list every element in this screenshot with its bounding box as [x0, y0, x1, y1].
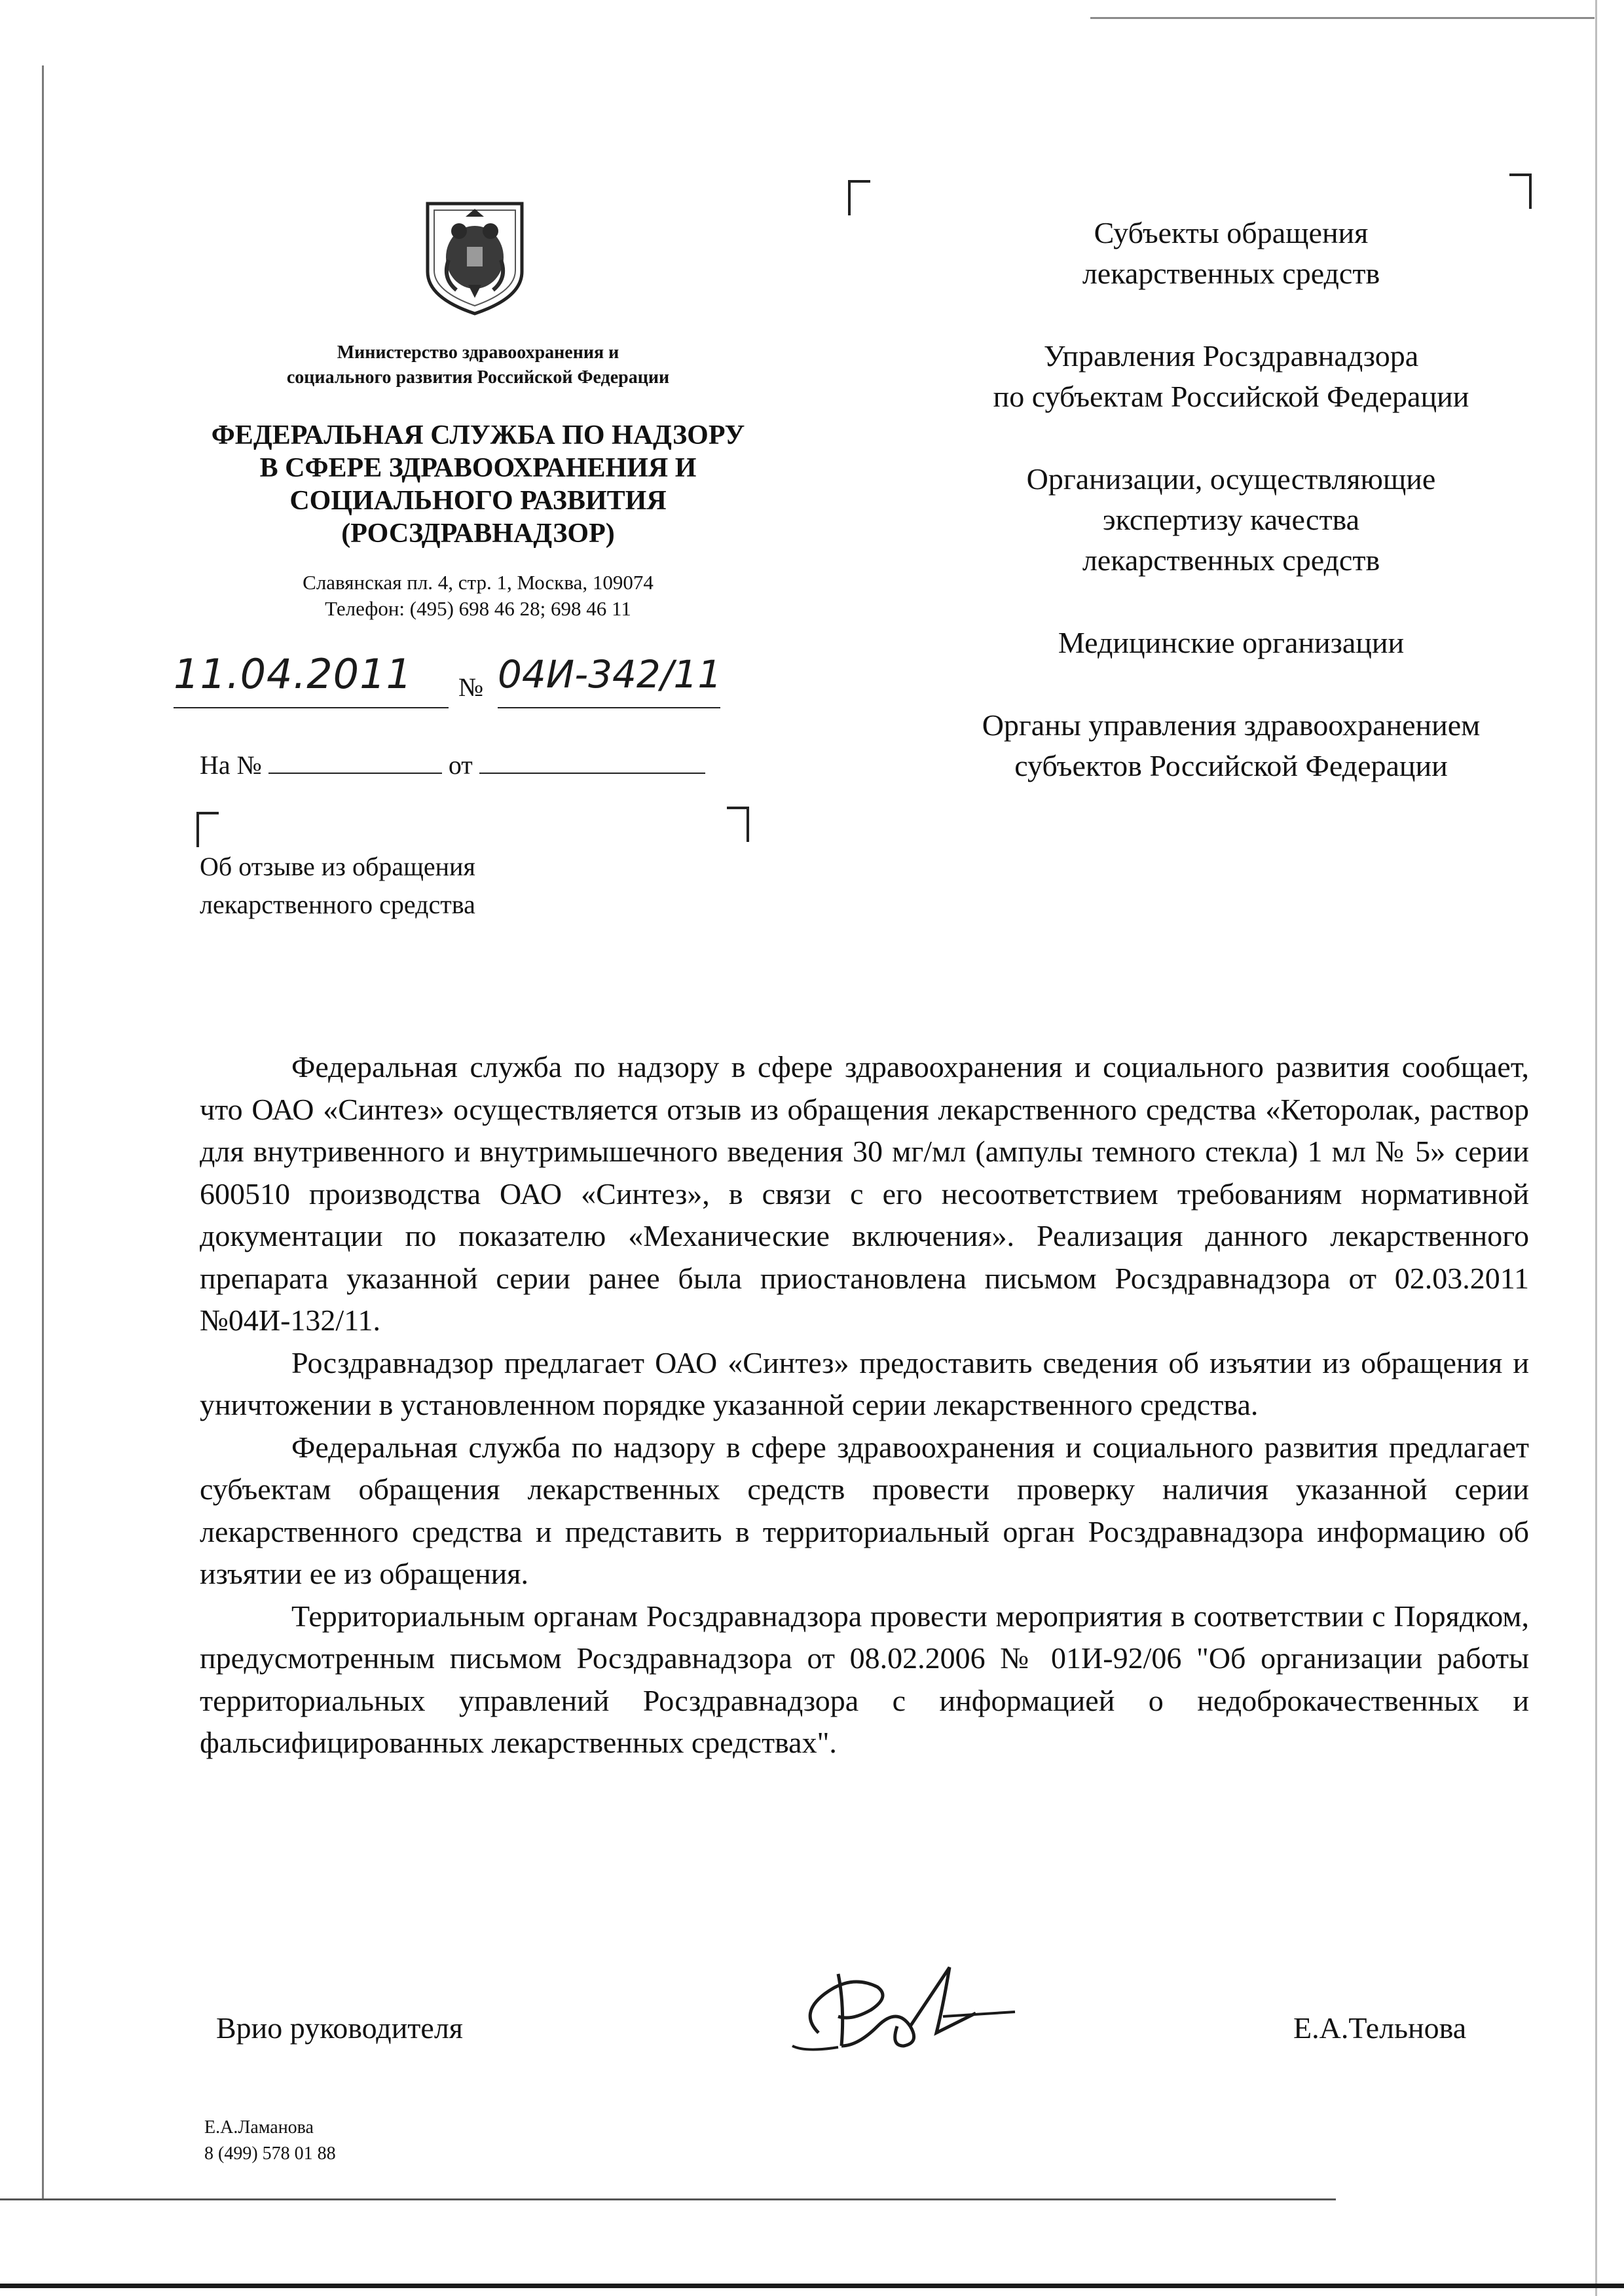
signatory-name: Е.А.Тельнова — [1293, 2011, 1467, 2045]
service-line: СОЦИАЛЬНОГО РАЗВИТИЯ — [289, 486, 667, 516]
coat-of-arms-icon — [422, 200, 527, 318]
registration-number-underline — [498, 707, 720, 708]
addressee-group — [904, 336, 1559, 417]
body-paragraph: Федеральная служба по надзору в сфере здравоохранения и социального развития предлагает субъектам обращения лекарственных средств провести проверку наличия указанной серии лекарственного средства и представить в территориальный орган Росздравнадзора информацию об изъятии ее из обращения. — [200, 1430, 1529, 1590]
address-line: Телефон: (495) 698 46 28; 698 46 11 — [325, 597, 631, 620]
service-line: (РОСЗДРАВНАДЗОР) — [341, 519, 615, 549]
registration-date-underline — [174, 707, 449, 708]
scan-edge-bottom — [0, 2198, 1336, 2200]
addressee-group — [904, 459, 1559, 581]
ministry-line: социального развития Российской Федерации — [286, 367, 670, 388]
executor-name: Е.А.Ламанова — [204, 2117, 314, 2138]
addressee-line: по субъектам Российской Федерации — [993, 380, 1469, 413]
signatory-title: Врио руководителя — [216, 2011, 463, 2045]
addressee-group — [904, 623, 1559, 663]
executor-phone: 8 (499) 578 01 88 — [204, 2143, 336, 2164]
ministry-name — [196, 340, 760, 390]
addressee-line: Органы управления здравоохранением — [982, 708, 1481, 742]
addressee-line: Медицинские организации — [1058, 626, 1405, 659]
scan-edge-left — [42, 65, 44, 2200]
body-paragraph: Территориальным органам Росздравнадзора провести мероприятия в соответствии с Порядком, предусмотренным письмом Росздравнадзора от 08.02.2006 № 01И-92/06 "Об организации работы территориальных управлений Росздравнадзора с информацией о недоброкачественных и фальсифицированных лекарственных средствах". — [200, 1599, 1529, 1759]
addressee-list — [904, 213, 1559, 828]
subject-corner-mark-right — [727, 807, 749, 842]
service-line: ФЕДЕРАЛЬНАЯ СЛУЖБА ПО НАДЗОРУ — [211, 420, 745, 450]
executor-contact — [204, 2115, 336, 2167]
subject-line: Об отзыве из обращения — [200, 852, 475, 881]
reference-number-label: На № — [200, 750, 262, 780]
service-name — [164, 419, 792, 550]
service-address — [196, 570, 760, 622]
letter-subject — [200, 848, 606, 924]
reference-number-blank — [268, 746, 442, 774]
registration-number: 04И-342/11 — [498, 652, 722, 697]
addressee-line: Субъекты обращения — [1094, 216, 1369, 249]
registration-date: 11.04.2011 — [174, 650, 413, 698]
reference-date-blank — [479, 746, 705, 774]
addressee-line: лекарственных средств — [1082, 257, 1380, 290]
addressee-corner-mark-left — [848, 180, 870, 215]
subject-corner-mark-left — [196, 812, 219, 847]
addressee-line: Организации, осуществляющие — [1026, 462, 1436, 496]
addressee-line: экспертизу качества — [1102, 503, 1360, 536]
body-paragraph: Росздравнадзор предлагает ОАО «Синтез» предоставить сведения об изъятии из обращения и уничтожении в установленном порядке указанной серии лекарственного средства. — [200, 1345, 1529, 1421]
service-line: В СФЕРЕ ЗДРАВООХРАНЕНИЯ И — [259, 453, 697, 483]
letter-body — [200, 1046, 1529, 1764]
scan-edge-top — [1090, 17, 1595, 19]
address-line: Славянская пл. 4, стр. 1, Москва, 109074 — [303, 571, 654, 594]
addressee-corner-mark-right — [1509, 173, 1532, 209]
handwritten-signature-icon — [779, 1948, 1041, 2066]
reference-from-label: от — [448, 750, 473, 780]
addressee-group — [904, 705, 1559, 786]
addressee-line: Управления Росздравнадзора — [1043, 339, 1419, 373]
body-paragraph: Федеральная служба по надзору в сфере здравоохранения и социального развития сообщает, что ОАО «Синтез» осуществляется отзыв из обращения лекарственного средства «Кеторолак, раствор для внутривенного и внутримышечного введения 30 мг/мл (ампулы темного стекла) 1 мл № 5» серии 600510 производства ОАО «Синтез», в связи с его несоответствием требованиям нормативной документации по показателю «Механические включения». Реализация данного лекарственного препарата указанной серии ранее была приостановлена письмом Росздравнадзора от 02.03.2011 №04И-132/11. — [200, 1050, 1529, 1337]
addressee-group — [904, 213, 1559, 294]
scan-edge-bottom-thick — [0, 2284, 1624, 2288]
scan-edge-right — [1595, 0, 1597, 2296]
ministry-line: Министерство здравоохранения и — [337, 342, 619, 363]
reference-line — [200, 746, 737, 783]
addressee-line: субъектов Российской Федерации — [1014, 749, 1448, 782]
subject-line: лекарственного средства — [200, 890, 475, 919]
addressee-line: лекарственных средств — [1082, 543, 1380, 577]
number-sign: № — [458, 672, 484, 702]
